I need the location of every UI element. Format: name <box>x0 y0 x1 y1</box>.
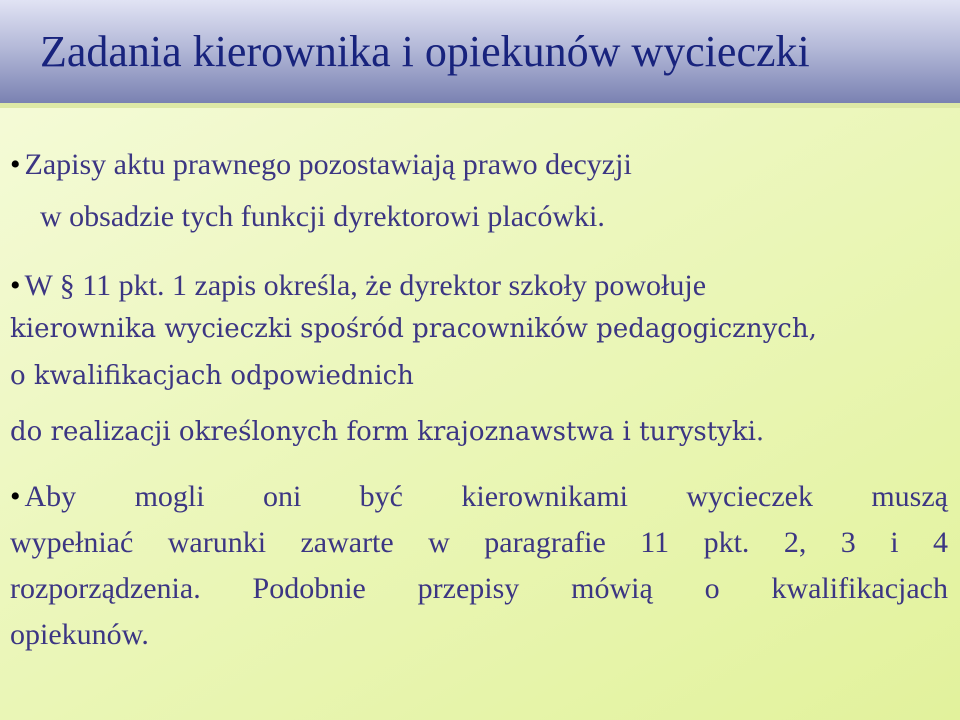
paragraph-1-line-1 <box>10 148 632 182</box>
title-bar <box>0 0 960 103</box>
paragraph-3-line-2: wypełniać warunki zawarte w paragrafie 11 pkt. 2, 3 i 4 <box>10 526 948 559</box>
paragraph-3-line-3: rozporządzenia. Podobnie przepisy mówią o kwalifikacjach <box>10 572 948 605</box>
slide-title: Zadania kierownika i opiekunów wycieczki <box>40 27 810 76</box>
paragraph-3-text-1: Aby mogli oni być kierownikami wycieczek muszą <box>24 480 948 513</box>
paragraph-2-line-2: kierownika wycieczki spośród pracowników pedagogicznych, <box>10 314 817 344</box>
bullet-icon: • <box>10 269 21 302</box>
paragraph-2-text-1: W § 11 pkt. 1 zapis określa, że dyrektor szkoły powołuje <box>24 269 707 302</box>
paragraph-2-line-1 <box>10 269 706 303</box>
bullet-icon: • <box>10 148 21 181</box>
paragraph-3-line-1 <box>10 480 948 514</box>
bullet-icon: • <box>10 480 21 513</box>
paragraph-1-text-1: Zapisy aktu prawnego pozostawiają prawo decyzji <box>24 148 632 181</box>
paragraph-1-line-2: w obsadzie tych funkcji dyrektorowi placówki. <box>40 200 605 233</box>
paragraph-2-line-3: o kwalifikacjach odpowiednich <box>10 361 414 391</box>
title-divider <box>0 103 960 108</box>
paragraph-2-line-4: do realizacji określonych form krajoznawstwa i turystyki. <box>10 417 765 447</box>
paragraph-3-line-4: opiekunów. <box>10 618 149 651</box>
